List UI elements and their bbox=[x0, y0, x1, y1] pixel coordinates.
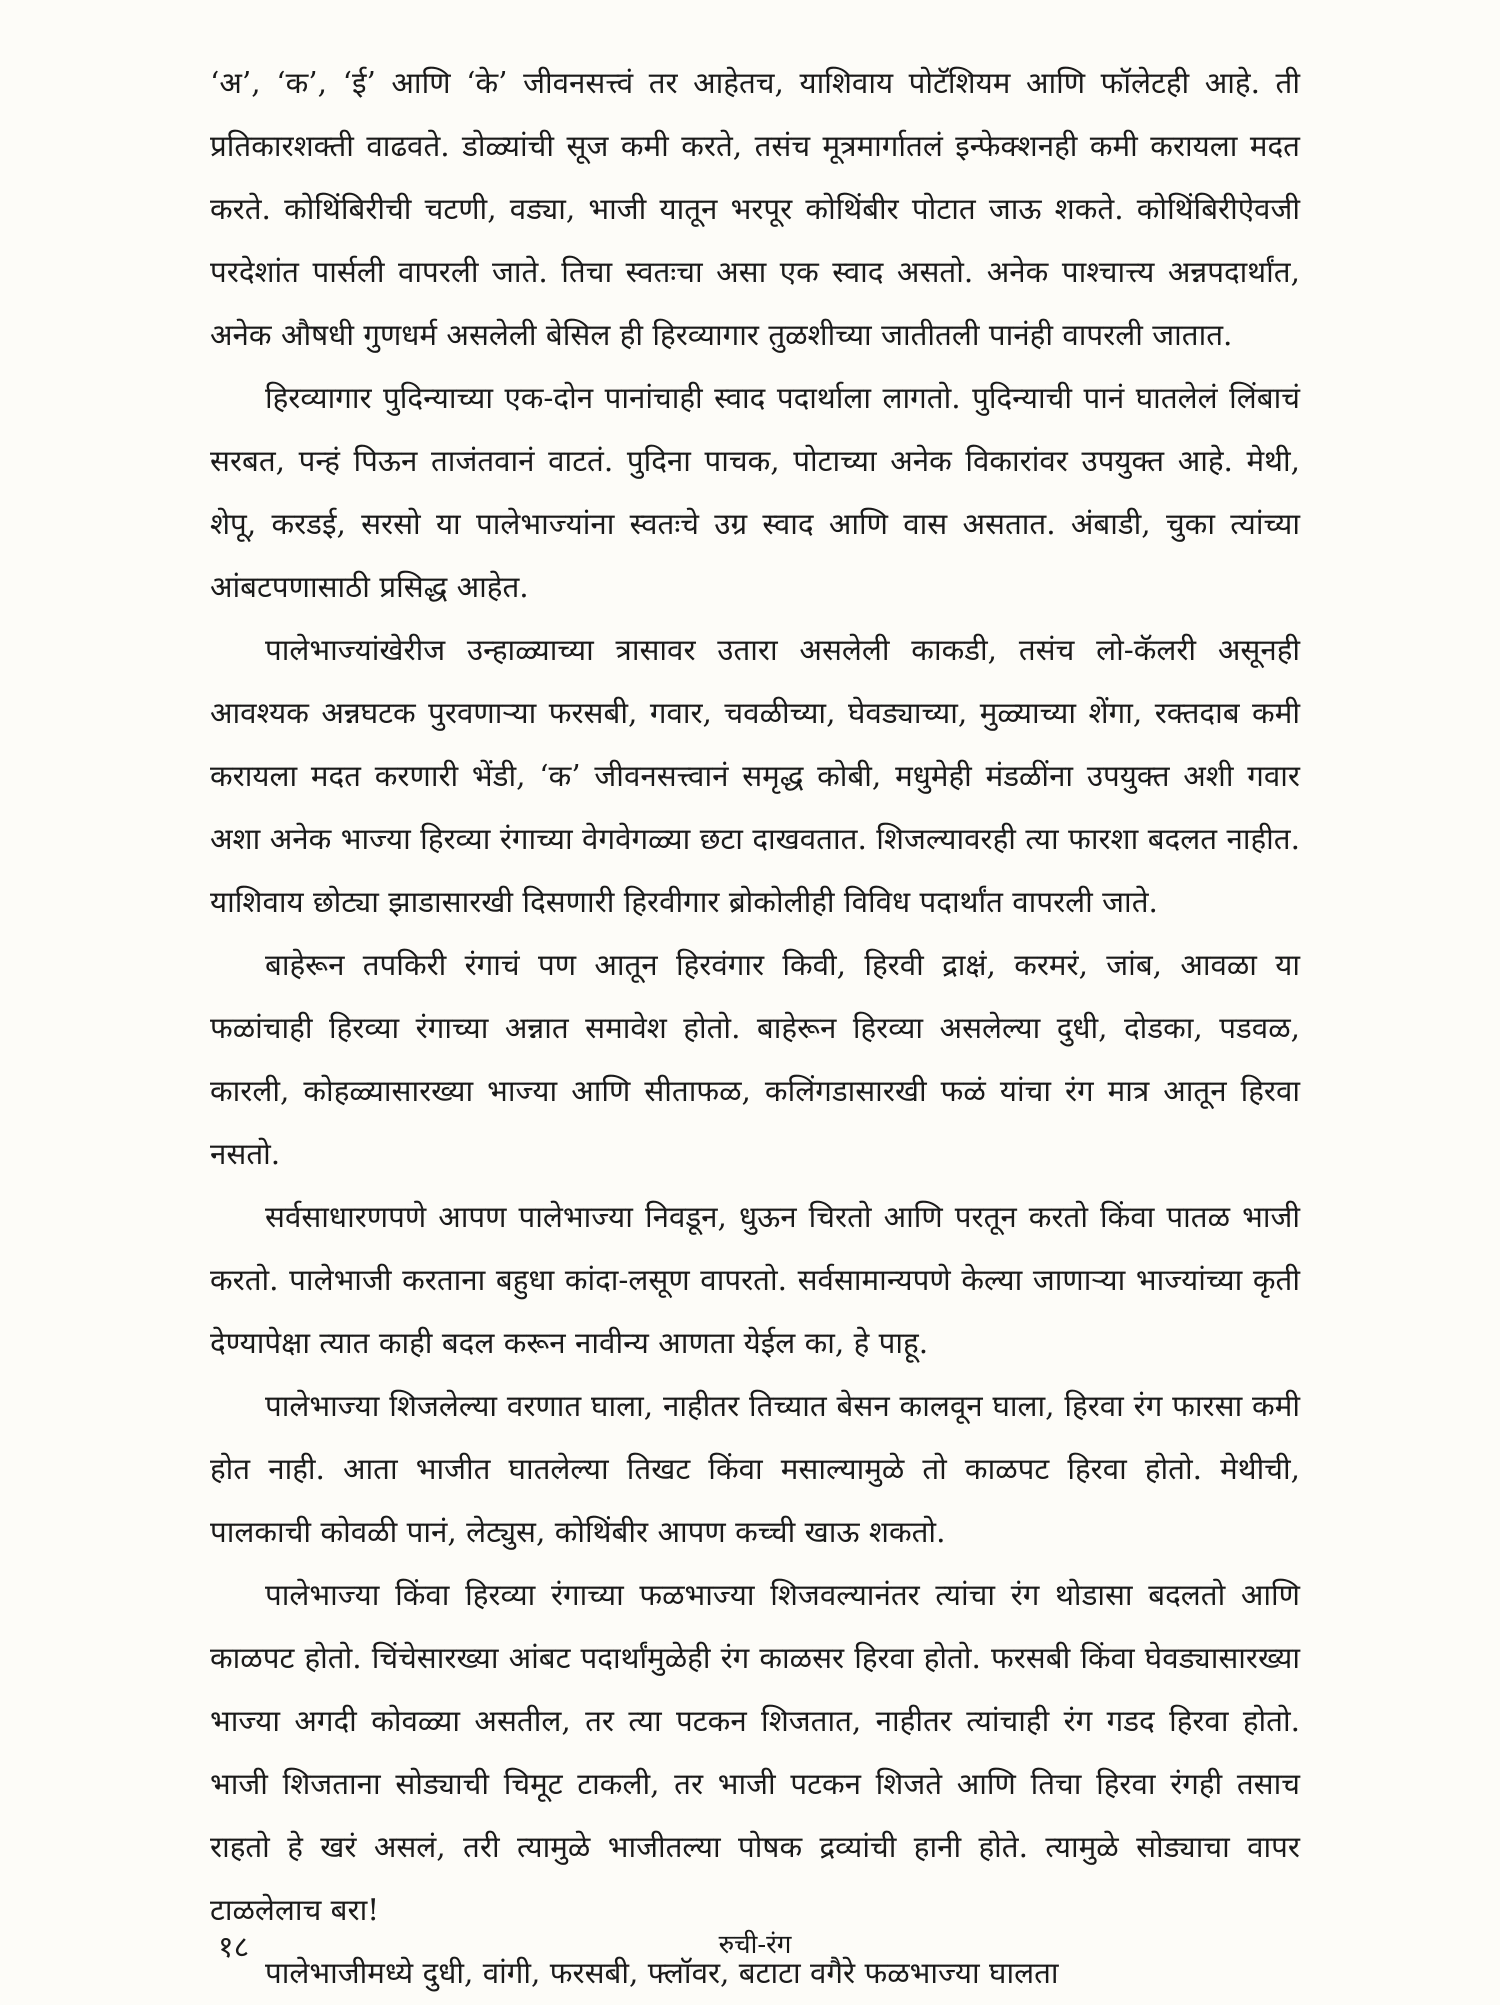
paragraph-2: हिरव्यागार पुदिन्याच्या एक-दोन पानांचाही स्वाद पदार्थाला लागतो. पुदिन्याची पानं घातलेलं लिंबाचं सरबत, पन्हं पिऊन ताजंतवानं वाटतं. पुदिना पाचक, पोटाच्या अनेक विकारांवर उपयुक्त आहे. मेथी, शेपू, करडई, सरसो या पालेभाज्यांना स्वतःचे उग्र स्वाद आणि वास असतात. अंबाडी, चुका त्यांच्या आंबटपणासाठी प्रसिद्ध आहेत. bbox=[210, 381, 1300, 604]
paragraph-8: पालेभाजीमध्ये दुधी, वांगी, फरसबी, फ्लॉवर, बटाटा वगैरे फळभाज्या घालता bbox=[265, 1956, 1059, 1990]
paragraph-6: पालेभाज्या शिजलेल्या वरणात घाला, नाहीतर तिच्यात बेसन कालवून घाला, हिरवा रंग फारसा कमी होत नाही. आता भाजीत घातलेल्या तिखट किंवा मसाल्यामुळे तो काळपट हिरवा होतो. मेथीची, पालकाची कोवळी पानं, लेट्युस, कोथिंबीर आपण कच्ची खाऊ शकतो. bbox=[210, 1389, 1300, 1549]
paragraph-3: पालेभाज्यांखेरीज उन्हाळ्याच्या त्रासावर उतारा असलेली काकडी, तसंच लो-कॅलरी असूनही आवश्यक अन्नघटक पुरवणाऱ्या फरसबी, गवार, चवळीच्या, घेवड्याच्या, मुळ्याच्या शेंगा, रक्तदाब कमी करायला मदत करणारी भेंडी, ‘क’ जीवनसत्त्वानं समृद्ध कोबी, मधुमेही मंडळींना उपयुक्त अशी गवार अशा अनेक भाज्या हिरव्या रंगाच्या वेगवेगळ्या छटा दाखवतात. शिजल्यावरही त्या फारशा बदलत नाहीत. याशिवाय छोट्या झाडासारखी दिसणारी हिरवीगार ब्रोकोलीही विविध पदार्थांत वापरली जाते. bbox=[210, 633, 1300, 919]
body-text bbox=[210, 52, 1300, 2005]
paragraph-4: बाहेरून तपकिरी रंगाचं पण आतून हिरवंगार किवी, हिरवी द्राक्षं, करमरं, जांब, आवळा या फळांचाही हिरव्या रंगाच्या अन्नात समावेश होतो. बाहेरून हिरव्या असलेल्या दुधी, दोडका, पडवळ, कारली, कोहळ्यासारख्या भाज्या आणि सीताफळ, कलिंगडासारखी फळं यांचा रंग मात्र आतून हिरवा नसतो. bbox=[210, 948, 1300, 1171]
book-title: रुची-रंग bbox=[718, 1930, 792, 1960]
paragraph-1: ‘अ’, ‘क’, ‘ई’ आणि ‘के’ जीवनसत्त्वं तर आहेतच, याशिवाय पोटॅशियम आणि फॉलेटही आहे. ती प्रतिकारशक्ती वाढवते. डोळ्यांची सूज कमी करते, तसंच मूत्रमार्गातलं इन्फेक्शनही कमी करायला मदत करते. कोथिंबिरीची चटणी, वड्या, भाजी यातून भरपूर कोथिंबीर पोटात जाऊ शकते. कोथिंबिरीऐवजी परदेशांत पार्सली वापरली जाते. तिचा स्वतःचा असा एक स्वाद असतो. अनेक पाश्चात्त्य अन्नपदार्थांत, अनेक औषधी गुणधर्म असलेली बेसिल ही हिरव्यागार तुळशीच्या जातीतली पानंही वापरली जातात. bbox=[210, 66, 1300, 352]
paragraph-7: पालेभाज्या किंवा हिरव्या रंगाच्या फळभाज्या शिजवल्यानंतर त्यांचा रंग थोडासा बदलतो आणि काळपट होतो. चिंचेसारख्या आंबट पदार्थांमुळेही रंग काळसर हिरवा होतो. फरसबी किंवा घेवड्यासारख्या भाज्या अगदी कोवळ्या असतील, तर त्या पटकन शिजतात, नाहीतर त्यांचाही रंग गडद हिरवा होतो. भाजी शिजताना सोड्याची चिमूट टाकली, तर भाजी पटकन शिजते आणि तिचा हिरवा रंगही तसाच राहतो हे खरं असलं, तरी त्यामुळे भाजीतल्या पोषक द्रव्यांची हानी होते. त्यामुळे सोड्याचा वापर टाळलेलाच बरा! bbox=[210, 1578, 1300, 1927]
page-number: १८ bbox=[218, 1930, 250, 1965]
paragraph-5: सर्वसाधारणपणे आपण पालेभाज्या निवडून, धुऊन चिरतो आणि परतून करतो किंवा पातळ भाजी करतो. पालेभाजी करताना बहुधा कांदा-लसूण वापरतो. सर्वसामान्यपणे केल्या जाणाऱ्या भाज्यांच्या कृती देण्यापेक्षा त्यात काही बदल करून नावीन्य आणता येईल का, हे पाहू. bbox=[210, 1200, 1300, 1360]
page-footer bbox=[210, 1925, 1300, 1975]
